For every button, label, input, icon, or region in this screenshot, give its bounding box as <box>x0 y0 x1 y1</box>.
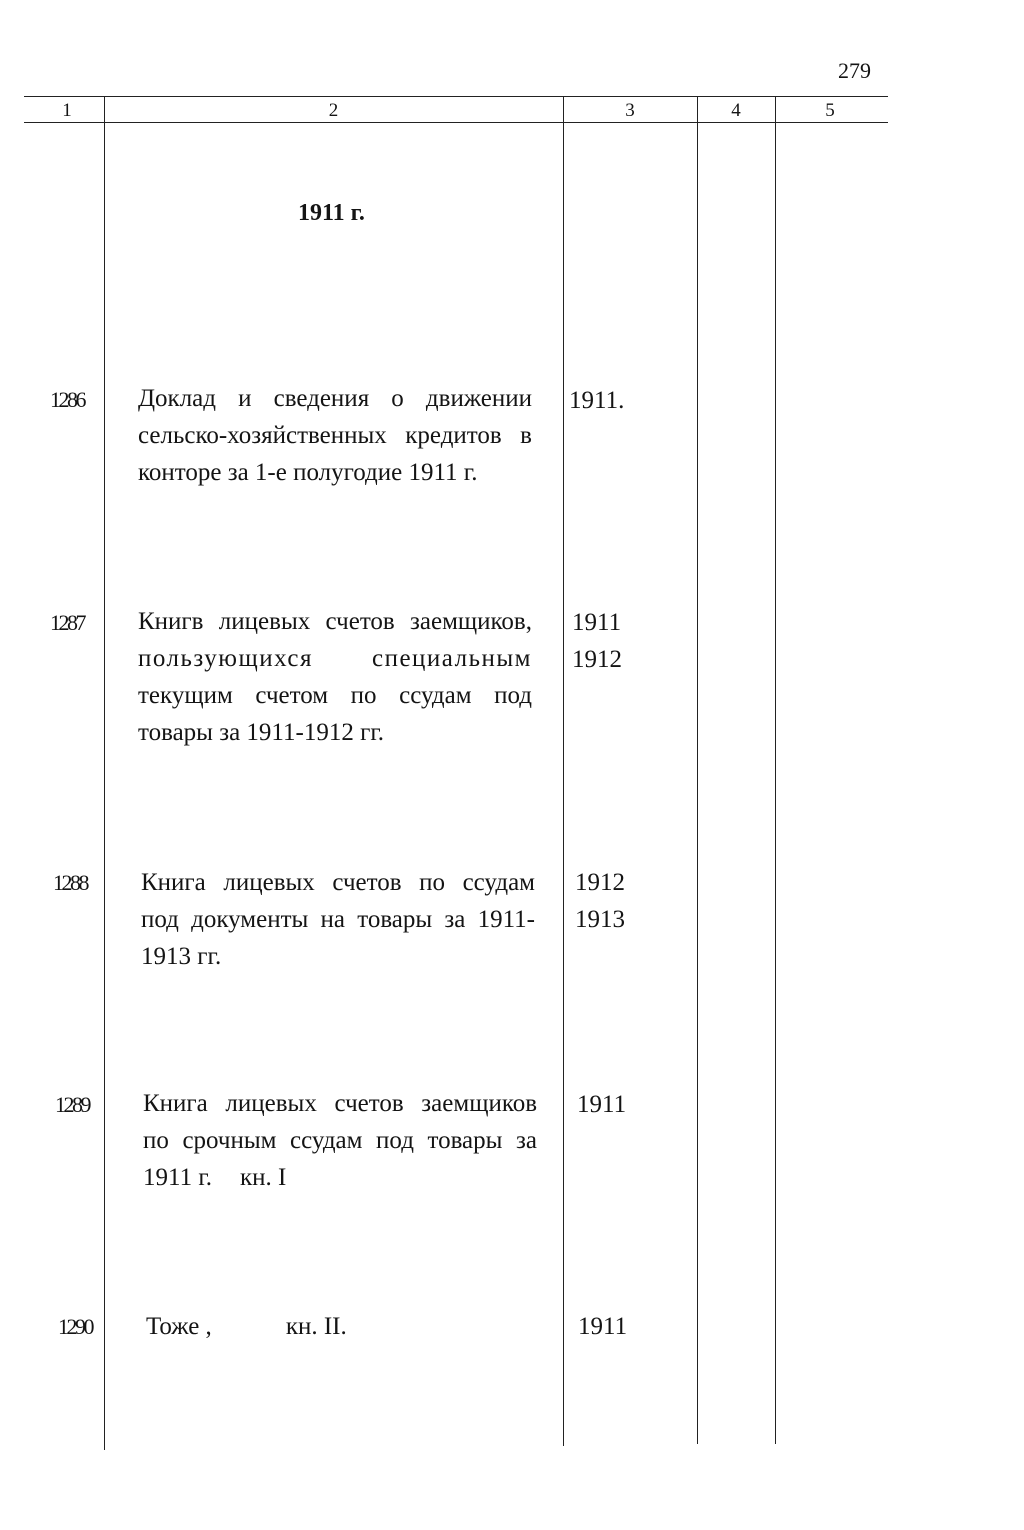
description-line: Книга лицевых счетов заемщиков <box>143 1090 537 1117</box>
row-dates <box>575 864 625 938</box>
column-divider-1 <box>104 96 105 1450</box>
column-header-5: 5 <box>825 100 835 121</box>
description-line: 1913 гг. <box>141 943 222 970</box>
description-line: Книгв лицевых счетов заемщиков, <box>138 608 532 635</box>
description-line: 1911 г. <box>143 1164 213 1191</box>
description-line: пользующихся специальным <box>138 645 532 672</box>
description-line: Тоже , <box>146 1313 212 1340</box>
row-description <box>141 864 535 975</box>
column-header-4: 4 <box>731 100 741 121</box>
page-number: 279 <box>838 58 871 83</box>
table-top-rule <box>24 96 888 97</box>
description-line: текущим счетом по ссудам под <box>138 682 532 709</box>
date-value: 1912 <box>572 646 622 673</box>
book-label: кн. II. <box>285 1313 347 1340</box>
row-number: 1287 <box>50 610 84 635</box>
date-value: 1911 <box>572 609 622 636</box>
column-header-1: 1 <box>62 100 72 121</box>
column-header-2: 2 <box>328 100 339 121</box>
description-line: товары за 1911-1912 гг. <box>138 719 385 746</box>
row-description <box>146 1308 540 1345</box>
description-line: под документы на товары за 1911- <box>141 906 535 933</box>
date-value: 1911. <box>569 387 625 414</box>
description-line: Доклад и сведения о движении <box>138 385 532 412</box>
description-line: конторе за 1-е полугодие 1911 г. <box>138 459 478 486</box>
book-label: кн. I <box>240 1164 287 1191</box>
row-description <box>138 380 532 491</box>
section-title: 1911 г. <box>298 200 365 226</box>
row-description <box>138 603 532 751</box>
row-dates <box>578 1308 627 1345</box>
row-description <box>143 1085 537 1196</box>
date-value: 1912 <box>575 869 625 896</box>
date-value: 1911 <box>577 1091 627 1118</box>
column-divider-4 <box>775 96 776 1444</box>
column-header-3: 3 <box>625 100 635 121</box>
row-number: 1290 <box>58 1314 92 1339</box>
description-line: сельско-хозяйственных кредитов в <box>138 422 532 449</box>
column-divider-3 <box>697 96 698 1444</box>
row-dates <box>569 382 624 419</box>
date-value: 1911 <box>578 1313 628 1340</box>
date-value: 1913 <box>575 906 625 933</box>
description-line: по срочным ссудам под товары за <box>143 1127 537 1154</box>
column-divider-2 <box>563 96 564 1446</box>
header-bottom-rule <box>24 122 888 123</box>
description-line: Книга лицевых счетов по ссудам <box>141 869 535 896</box>
row-dates <box>577 1086 626 1123</box>
row-number: 1288 <box>53 870 87 895</box>
row-number: 1286 <box>50 387 84 412</box>
row-dates <box>572 604 622 678</box>
row-number: 1289 <box>55 1092 89 1117</box>
